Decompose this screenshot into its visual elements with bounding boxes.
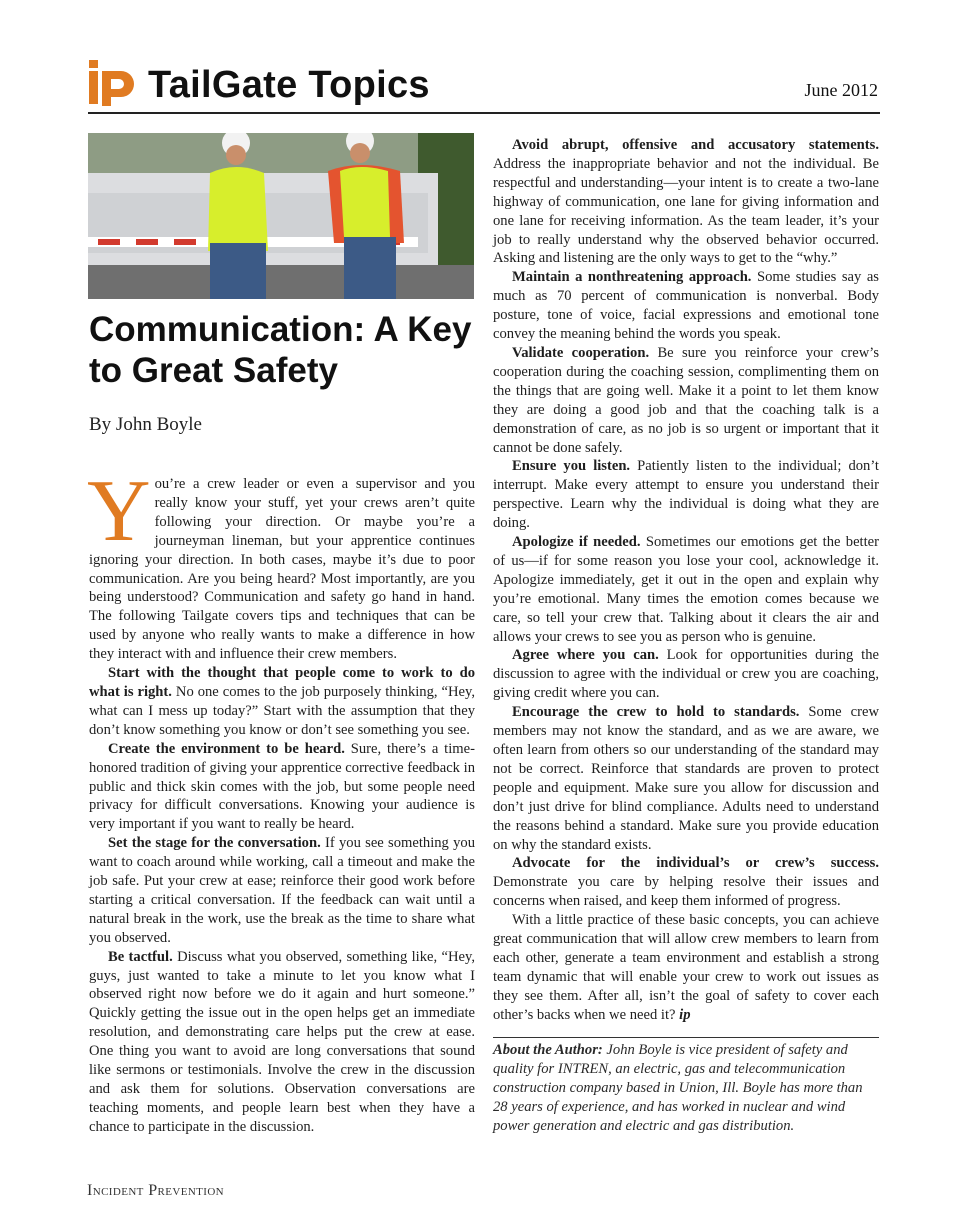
section-text: Some studies say as much as 70 percent of communication is nonverbal. Body posture, tone of voice, facial expressions and emotional tone convey the meaning behind the words you speak.: [493, 269, 879, 343]
section-lead: Create the environment to be heard.: [108, 740, 345, 757]
section-paragraph: [89, 740, 475, 835]
section-lead: Encourage the crew to hold to standards.: [512, 704, 800, 721]
closing-paragraph: [493, 911, 879, 1024]
section-text: Address the inappropriate behavior and not the individual. Be respectful and understanding—your intent is to create a two-lane highway of communication, one lane for giving information and one lane for receiving information. As the team leader, it’s your job to really understand why the observed behavior occurred. Asking and listening are the only ways to get to the “why.”: [493, 155, 879, 267]
section-text: If you see something you want to coach around while working, call a timeout and make the job safe. Put your crew at ease; reinforce their good work before starting a critical conversation. If the feedback can wait until a natural break in the work, use the break as the time to share what you observed.: [89, 835, 475, 946]
section-text: No one comes to the job purposely thinking, “Hey, what can I mess up today?” Start with the assumption that they don’t know something you know or don’t see something you see.: [89, 683, 475, 738]
issue-date: June 2012: [804, 80, 878, 100]
section-paragraph: [89, 834, 475, 947]
author-divider: [493, 1037, 879, 1038]
section-lead: Ensure you listen.: [512, 458, 631, 475]
section-paragraph: [493, 646, 879, 703]
section-lead: Start with the thought that people come to work to do what is right.: [89, 665, 475, 700]
about-the-author: [493, 1041, 873, 1136]
section-paragraph: [493, 457, 879, 533]
section-paragraph: [493, 268, 879, 344]
section-paragraph: [493, 854, 879, 911]
section-lead: Be tactful.: [108, 948, 173, 965]
section-paragraph: [89, 948, 475, 1137]
lineworkers-image: [88, 133, 474, 299]
author-label: About the Author:: [493, 1042, 603, 1058]
section-lead: Maintain a nonthreatening approach.: [512, 269, 752, 286]
section-paragraph: [493, 533, 879, 646]
article-byline: By John Boyle: [89, 414, 202, 435]
section-paragraph: [493, 703, 879, 854]
article-title: Communication: A Key to Great Safety: [89, 310, 472, 390]
publication-footer: Incident Prevention: [87, 1182, 225, 1199]
section-paragraph: [493, 136, 879, 268]
intro-text: ou’re a crew leader or even a supervisor and you really know your stuff, yet your crews aren’t quite following your direction. Or maybe you’re a journeyman lineman, but your apprentice continues ignoring your direction. In both cases, maybe it’s due to poor communication. Are you being heard? Most importantly, are you being understood? Communication and safety go hand in hand. The following Tailgate covers tips and techniques that can be used by anyone who really wants to make a difference in how they interact with and influence their crew members.: [89, 476, 475, 663]
section-text: Sometimes our emotions get the better of us—if for some reason you lose your cool, acknowledge it. Apologize immediately, get it out in the open and explain why you’re emotional. Many times the emotion comes because we care, so tell your crew that. Talking about it clears the air and allows your crews to see you as person who is genuine.: [493, 534, 879, 645]
section-text: Discuss what you observed, something like, “Hey, guys, just wanted to take a minute to let you know what I observed right now before we do it again and hurt someone.” Quickly getting the issue out in the open helps get an immediate resolution, and demonstrating care helps put the crew at ease. One thing you want to avoid are long conversations that sound like sermons or testimonials. Involve the crew in the discussion and ask them for solutions. Observation conversations are teaching moments, and people learn best when they have a chance to participate in the discussion.: [89, 948, 475, 1135]
article-column-left: [87, 463, 475, 1137]
section-text: Sure, there’s a time-honored tradition of giving your apprentice corrective feedback in public and thick skin comes with the job, but some people need privacy for difficult conversations. Knowing your audience is very important if you want to really be heard.: [89, 740, 475, 833]
end-mark: ip: [679, 1006, 691, 1023]
article-column-right: [493, 136, 879, 1025]
section-text: Patiently listen to the individual; don’t interrupt. Make every attempt to ensure you understand their perspective. Learn why the individual is doing what they are doing.: [493, 458, 879, 532]
publication-brand: TailGate Topics: [148, 64, 430, 106]
section-lead: Agree where you can.: [512, 647, 659, 664]
closing-text: With a little practice of these basic concepts, you can achieve great communication that will allow crew members to learn from each other, generate a team environment and establish a strong team dynamic that will enable your crew to work out issues as they see them. After all, isn’t the goal of safety to cover each other’s backs when we need it?: [493, 912, 879, 1023]
intro-paragraph: [87, 463, 475, 664]
section-lead: Advocate for the individual’s or crew’s success.: [512, 855, 879, 872]
section-lead: Set the stage for the conversation.: [108, 835, 321, 852]
section-lead: Apologize if needed.: [512, 534, 641, 551]
section-text: Be sure you reinforce your crew’s cooperation during the coaching session, complimenting them on the things that are going well. Make it a point to let them know they are doing a good job and that the coaching talk is a demonstration of care, as no job is so urgent or important that it cannot be done safely.: [493, 344, 879, 456]
section-paragraph: [493, 344, 879, 457]
section-text: Demonstrate you care by helping resolve their issues and concerns when raised, and keep them informed of progress.: [493, 874, 879, 910]
section-lead: Avoid abrupt, offensive and accusatory statements.: [512, 137, 879, 153]
article-photo: [88, 133, 474, 299]
author-bio: John Boyle is vice president of safety and quality for INTREN, an electric, gas and telecommunication construction company based in Union, Ill. Boyle has more than 28 years of experience, and has worked in nuclear and wind power generation and electric and gas distribution.: [493, 1042, 863, 1134]
section-lead: Validate cooperation.: [512, 344, 650, 361]
masthead: [88, 58, 880, 114]
drop-cap: Y: [87, 463, 151, 560]
ip-logo-icon: [88, 60, 138, 106]
section-text: Look for opportunities during the discussion to agree with the individual or crew you are coaching, giving credit where you can.: [493, 647, 879, 702]
section-paragraph: [89, 664, 475, 740]
section-text: Some crew members may not know the standard, and as we are aware, we often learn from others so our understanding of the standard may not be correct. Reinforce that standards are proven to protect people and equipment. Make sure you allow for discussion and don’t just drive for blind compliance. Adults need to understand the reasons behind a standard. Make sure you provide education on why the standard exists.: [493, 704, 879, 853]
